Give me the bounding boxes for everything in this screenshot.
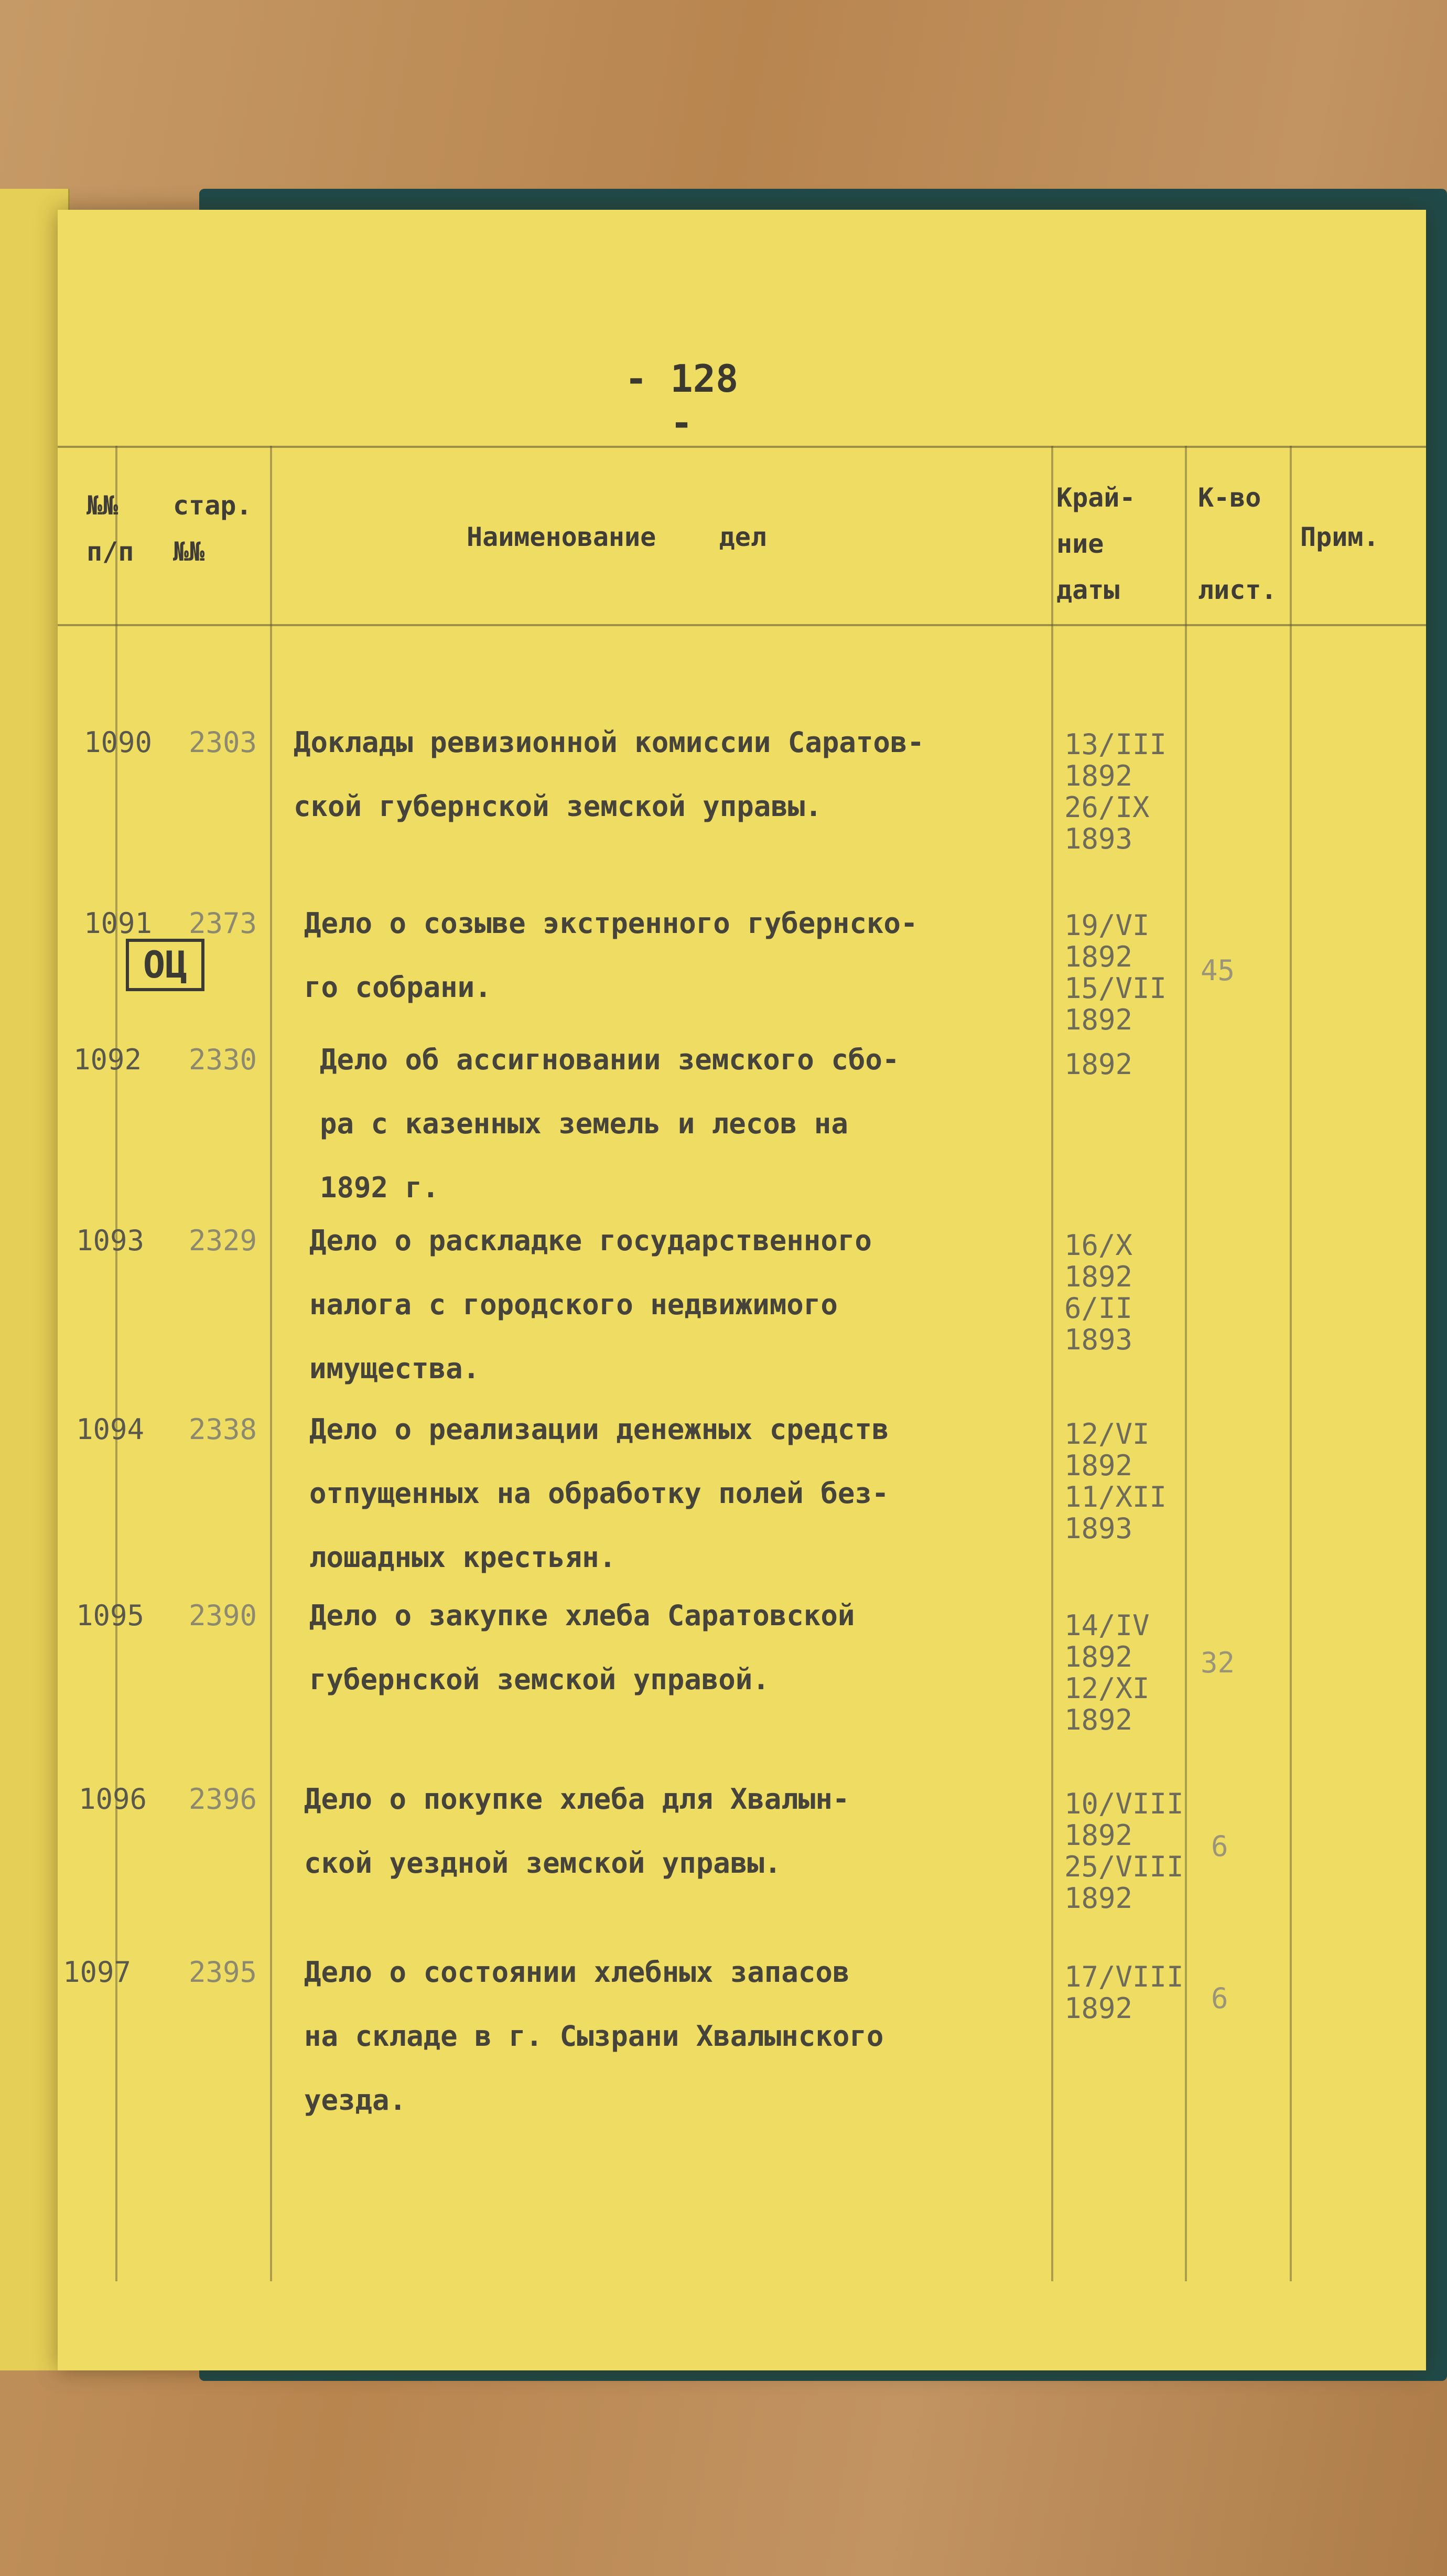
row-old-number: 2329 [189,1224,257,1257]
row-dates: 1892 [1064,1048,1133,1081]
col-rule-old [270,446,272,2281]
header-dates: Край- ние даты [1056,482,1136,605]
row-leaves: 6 [1211,1830,1228,1863]
row-number: 1090 [84,726,153,759]
header-title: Наименование дел [467,522,766,552]
col-rule-title [1051,446,1053,2281]
row-leaves: 6 [1211,1982,1228,2015]
row-number: 1095 [76,1599,145,1632]
row-number: 1096 [79,1783,147,1816]
header-bottom-rule [58,624,1426,626]
row-number: 1097 [63,1956,132,1989]
row-title: Дело о реализации денежных средств отпущенных на обработку полей без- лошадных крестьян. [309,1413,889,1574]
row-title: Дело об ассигновании земского сбо- ра с казенных земель и лесов на 1892 г. [320,1043,900,1204]
col-rule-dates [1185,446,1187,2281]
row-old-number: 2396 [189,1783,257,1816]
row-title: Дело о созыве экстренного губернско- го собрани. [304,907,918,1004]
row-dates: 17/VIII 1892 [1064,1960,1184,2025]
row-old-number: 2338 [189,1413,257,1446]
row-number: 1091 [84,907,153,940]
row-dates: 10/VIII 1892 25/VIII 1892 [1064,1787,1184,1915]
header-old-num: стар. №№ [173,490,252,567]
header-notes: Прим. [1300,522,1379,552]
oc-stamp: ОЦ [126,939,204,991]
row-title: Доклады ревизионной комиссии Саратов- ской губернской земской управы. [294,726,924,823]
header-num: №№ п/п [87,490,134,567]
row-old-number: 2395 [189,1956,257,1989]
row-old-number: 2303 [189,726,257,759]
row-title: Дело о покупке хлеба для Хвалын- ской уездной земской управы. [304,1783,850,1880]
row-number: 1093 [76,1224,145,1257]
row-old-number: 2390 [189,1599,257,1632]
row-dates: 14/IV 1892 12/XI 1892 [1064,1609,1150,1736]
header-leaves: К-во лист. [1198,482,1277,605]
col-rule-leaves [1290,446,1292,2281]
row-number: 1094 [76,1413,145,1446]
row-dates: 19/VI 1892 15/VII 1892 [1064,909,1167,1036]
archive-page [58,210,1426,2370]
row-title: Дело о раскладке государственного налога с городского недвижимого имущества. [309,1224,872,1385]
page-number: - 128 - [624,357,739,445]
row-title: Дело о закупке хлеба Саратовской губернской земской управой. [309,1599,855,1696]
row-old-number: 2330 [189,1043,257,1076]
row-dates: 16/X 1892 6/II 1893 [1064,1229,1133,1356]
row-old-number: 2373 [189,907,257,940]
row-leaves: 45 [1201,954,1235,987]
row-dates: 12/VI 1892 11/XII 1893 [1064,1418,1167,1545]
row-title: Дело о состоянии хлебных запасов на складе в г. Сызрани Хвалынского уезда. [304,1956,884,2117]
header-top-rule [58,446,1426,448]
row-number: 1092 [73,1043,142,1076]
row-leaves: 32 [1201,1646,1235,1679]
row-dates: 13/III 1892 26/IX 1893 [1064,728,1167,855]
